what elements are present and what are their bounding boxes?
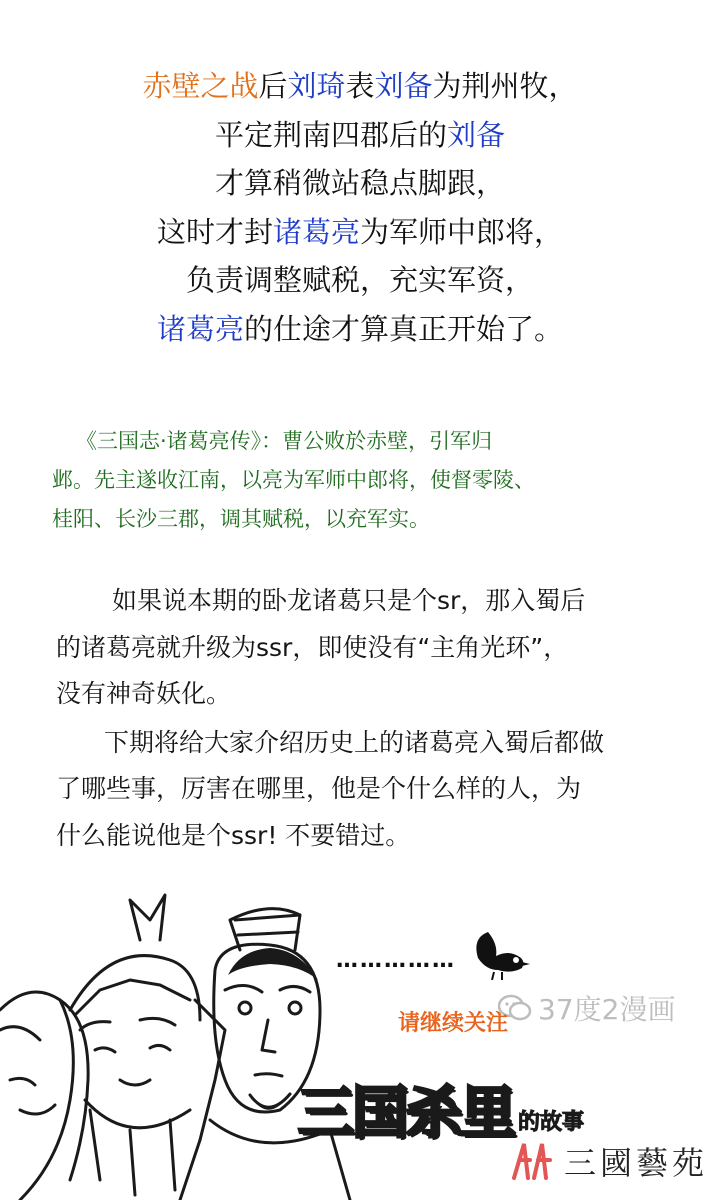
body-line: 下期将给大家介绍历史上的诸葛亮入蜀后都做 (104, 727, 605, 757)
intro-line-5: 负责调整赋税，充实军资， (185, 263, 534, 297)
red-cliffs-text: 赤壁之战 (142, 69, 259, 103)
intro-line-6 (0, 305, 720, 354)
series-logo (298, 1081, 585, 1146)
intro-text: 为荆州牧， (432, 69, 578, 103)
watermark-text: 37度2漫画 (538, 993, 676, 1026)
quote-line: 《三国志·诸葛亮传》：曹公败於赤壁，引军归 (76, 429, 493, 453)
zhuge-liang-text: 诸葛亮 (272, 214, 360, 249)
brand-logo-icon (510, 1138, 556, 1184)
body-text (56, 578, 680, 859)
wechat-watermark (498, 988, 675, 1028)
intro-line-1 (0, 62, 720, 111)
zhuge-liang-text: 诸葛亮 (156, 311, 244, 346)
body-line: 如果说本期的卧龙诸葛只是个sr，那入蜀后 (112, 586, 586, 615)
body-line: 没有神奇妖化。 (56, 679, 232, 708)
intro-text: 后 (258, 69, 288, 103)
intro-text: 平定荆南四郡后的 (214, 117, 447, 152)
liu-bei-text: 刘备 (447, 117, 506, 152)
follow-prompt: 请继续关注 (398, 1011, 509, 1036)
ellipsis-text: …………… (336, 948, 456, 973)
intro-paragraph (0, 62, 720, 353)
intro-text: 为军师中郎将， (360, 214, 564, 249)
body-line: 了哪些事，厉害在哪里，他是个什么样的人，为 (56, 774, 582, 803)
body-line: 的诸葛亮就升级为ssr，即使没有“主角光环”， (56, 632, 569, 662)
heroes-illustration (0, 880, 480, 1200)
quote-line: 邺。先主遂收江南，以亮为军师中郎将，使督零陵、 (52, 468, 535, 492)
quote-line: 桂阳、长沙三郡，调其赋税，以充军实。 (52, 507, 430, 531)
historical-quote (52, 422, 692, 539)
liu-bei-text: 刘备 (374, 69, 433, 103)
intro-text: 的仕途才算真正开始了。 (244, 311, 564, 346)
liu-qi-text: 刘琦 (287, 69, 346, 103)
body-line: 什么能说他是个ssr! 不要错过。 (56, 820, 411, 850)
logo-title: 三国杀里 (298, 1081, 514, 1146)
intro-line-3: 才算稍微站稳点脚跟， (214, 166, 505, 200)
intro-text: 表 (345, 69, 375, 103)
crow-icon (468, 926, 530, 980)
intro-line-4 (0, 208, 720, 257)
intro-line-2 (0, 111, 720, 160)
intro-text: 这时才封 (156, 214, 273, 249)
logo-subtitle: 的故事 (518, 1110, 585, 1135)
brand-name: 三國藝苑 (564, 1144, 709, 1182)
brand-mark (510, 1138, 708, 1184)
